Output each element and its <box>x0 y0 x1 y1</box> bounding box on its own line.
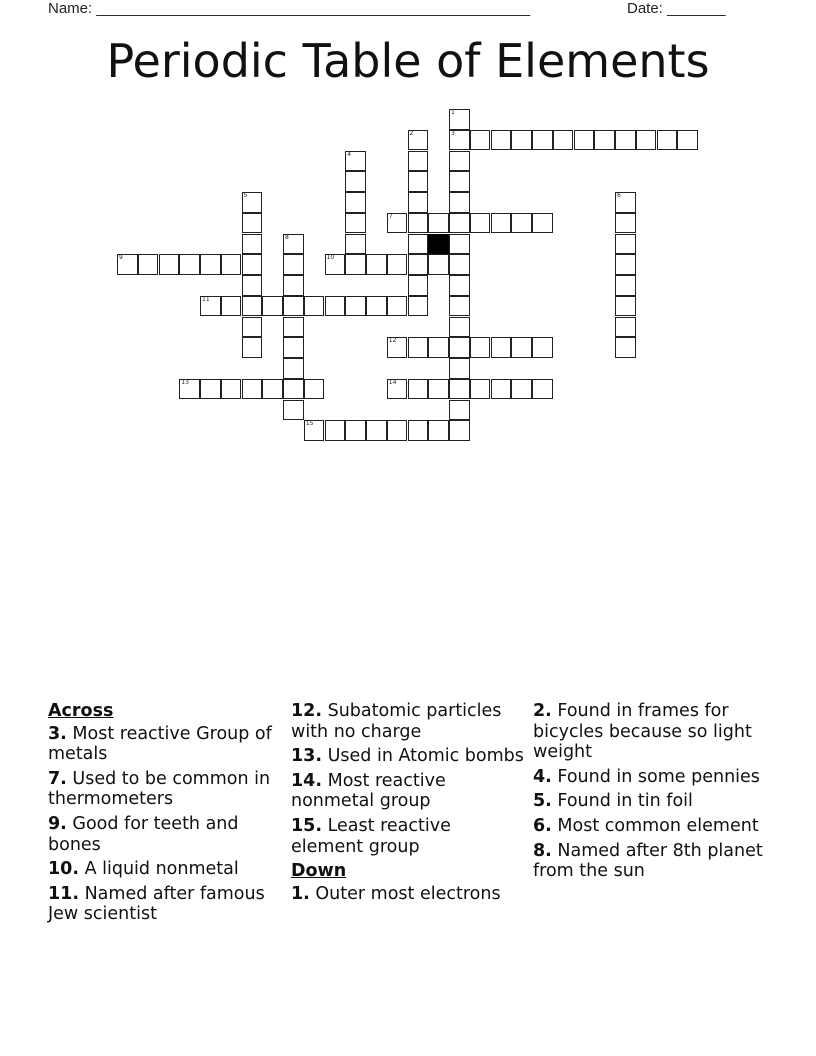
grid-cell[interactable] <box>449 171 470 192</box>
grid-cell[interactable] <box>408 254 429 275</box>
grid-cell[interactable] <box>449 192 470 213</box>
clue-across-12: 12. Subatomic particles with no charge <box>291 701 502 742</box>
clue-number: 13 <box>181 378 189 386</box>
grid-cell[interactable] <box>242 213 263 234</box>
grid-cell[interactable] <box>449 213 470 234</box>
grid-cell[interactable] <box>532 379 553 400</box>
grid-cell[interactable] <box>283 275 304 296</box>
clue-down-1: 1. Outer most electrons <box>291 883 501 904</box>
grid-cell[interactable] <box>366 296 387 317</box>
clue-number: 5 <box>243 192 248 199</box>
clue-across-13: 13. Used in Atomic bombs <box>291 746 524 767</box>
grid-cell[interactable] <box>283 234 304 255</box>
grid-cell[interactable] <box>408 337 429 358</box>
grid-cell[interactable] <box>242 337 263 358</box>
grid-cell[interactable] <box>283 379 304 400</box>
grid-cell[interactable] <box>532 130 553 151</box>
grid-cell[interactable] <box>408 151 429 172</box>
grid-cell[interactable] <box>242 379 263 400</box>
grid-cell[interactable] <box>491 379 512 400</box>
grid-cell[interactable] <box>387 254 408 275</box>
grid-cell[interactable] <box>511 130 532 151</box>
grid-cell[interactable] <box>677 130 698 151</box>
grid-cell[interactable] <box>428 213 449 234</box>
grid-cell[interactable] <box>242 317 263 338</box>
grid-cell[interactable] <box>449 296 470 317</box>
grid-cell[interactable] <box>200 379 221 400</box>
grid-cell[interactable] <box>221 254 242 275</box>
grid-cell[interactable] <box>594 130 615 151</box>
clues-column-1 <box>48 701 273 929</box>
clue-down-8: 8. Named after 8th planet from the sun <box>533 840 763 882</box>
across-heading: Across <box>48 701 114 721</box>
grid-cell[interactable] <box>408 192 429 213</box>
down-heading: Down <box>291 861 347 882</box>
page-title: Periodic Table of Elements <box>106 34 710 88</box>
grid-cell[interactable] <box>345 420 366 441</box>
grid-cell[interactable] <box>387 420 408 441</box>
grid-cell[interactable] <box>491 130 512 151</box>
grid-cell[interactable] <box>449 109 470 130</box>
grid-cell[interactable] <box>345 234 366 255</box>
clue-number: 4 <box>347 150 352 158</box>
grid-cell[interactable] <box>408 234 429 255</box>
clue-across-7: 7. Used to be common in thermometers <box>48 768 271 810</box>
clue-across-14: 14. Most reactive nonmetal group <box>291 770 446 812</box>
grid-cell[interactable] <box>345 213 366 234</box>
grid-cell[interactable] <box>179 379 200 400</box>
grid-cell[interactable] <box>511 213 532 234</box>
grid-cell[interactable] <box>532 213 553 234</box>
grid-cell[interactable] <box>345 296 366 317</box>
grid-cell[interactable] <box>615 275 636 296</box>
grid-cell[interactable] <box>449 275 470 296</box>
grid-cell[interactable] <box>449 400 470 421</box>
grid-cell[interactable] <box>408 420 429 441</box>
grid-cell[interactable] <box>615 213 636 234</box>
grid-cell[interactable] <box>553 130 574 151</box>
grid-cell[interactable] <box>159 254 180 275</box>
crossword-grid <box>0 0 816 460</box>
grid-cell[interactable] <box>117 254 138 275</box>
clue-down-4: 4. Found in some pennies <box>533 766 760 787</box>
black-square <box>428 234 449 255</box>
grid-cell[interactable] <box>408 296 429 317</box>
grid-cell[interactable] <box>532 337 553 358</box>
grid-cell[interactable] <box>408 130 429 151</box>
clue-down-2: 2. Found in frames for bicycles because so light weight <box>533 701 752 763</box>
grid-cell[interactable] <box>221 296 242 317</box>
grid-cell[interactable] <box>449 130 470 151</box>
grid-cell[interactable] <box>325 296 346 317</box>
grid-cell[interactable] <box>615 234 636 255</box>
grid-cell[interactable] <box>615 192 636 213</box>
grid-cell[interactable] <box>345 254 366 275</box>
date-field[interactable]: Date: _______ <box>627 0 726 17</box>
grid-cell[interactable] <box>283 317 304 338</box>
grid-cell[interactable] <box>345 151 366 172</box>
clue-number: 7 <box>388 212 393 220</box>
grid-cell[interactable] <box>242 275 263 296</box>
grid-cell[interactable] <box>408 275 429 296</box>
grid-cell[interactable] <box>138 254 159 275</box>
grid-cell[interactable] <box>428 379 449 400</box>
grid-cell[interactable] <box>428 420 449 441</box>
grid-cell[interactable] <box>345 171 366 192</box>
clue-number: 6 <box>617 192 621 199</box>
grid-cell[interactable] <box>304 296 325 317</box>
grid-cell[interactable] <box>470 213 491 234</box>
grid-cell[interactable] <box>449 234 470 255</box>
grid-cell[interactable] <box>449 420 470 441</box>
grid-cell[interactable] <box>657 130 678 151</box>
grid-cell[interactable] <box>408 213 429 234</box>
grid-cell[interactable] <box>449 379 470 400</box>
clue-across-9: 9. Good for teeth and bones <box>48 813 239 855</box>
grid-cell[interactable] <box>574 130 595 151</box>
grid-cell[interactable] <box>304 379 325 400</box>
grid-cell[interactable] <box>408 379 429 400</box>
clue-number: 15 <box>305 420 314 428</box>
grid-cell[interactable] <box>511 379 532 400</box>
clue-down-6: 6. Most common element <box>533 815 759 836</box>
grid-cell[interactable] <box>325 420 346 441</box>
clue-number: 10 <box>326 254 335 262</box>
clue-down-5: 5. Found in tin foil <box>533 791 693 812</box>
grid-cell[interactable] <box>408 171 429 192</box>
name-field[interactable]: Name: ____________________________________________________ <box>48 0 531 17</box>
grid-cell[interactable] <box>325 254 346 275</box>
grid-cell[interactable] <box>491 213 512 234</box>
grid-cell[interactable] <box>366 420 387 441</box>
grid-cell[interactable] <box>449 254 470 275</box>
grid-cell[interactable] <box>179 254 200 275</box>
clue-number: 11 <box>202 295 210 303</box>
grid-cell[interactable] <box>428 254 449 275</box>
grid-cell[interactable] <box>262 379 283 400</box>
grid-cell[interactable] <box>283 337 304 358</box>
grid-cell[interactable] <box>449 358 470 379</box>
clue-number: 3 <box>451 129 455 137</box>
grid-cell[interactable] <box>387 379 408 400</box>
grid-cell[interactable] <box>387 337 408 358</box>
grid-cell[interactable] <box>387 213 408 234</box>
grid-cell[interactable] <box>242 254 263 275</box>
grid-cell[interactable] <box>387 296 408 317</box>
grid-cell[interactable] <box>615 296 636 317</box>
grid-cell[interactable] <box>615 130 636 151</box>
grid-cell[interactable] <box>449 151 470 172</box>
grid-cell[interactable] <box>470 130 491 151</box>
clue-number: 8 <box>285 233 289 241</box>
grid-cell[interactable] <box>615 337 636 358</box>
clues-column-3 <box>533 701 773 886</box>
grid-cell[interactable] <box>262 296 283 317</box>
grid-cell[interactable] <box>511 337 532 358</box>
clue-number: 2 <box>409 129 414 137</box>
clue-number: 1 <box>451 109 455 116</box>
grid-cell[interactable] <box>470 337 491 358</box>
clue-across-11: 11. Named after famous Jew scientist <box>48 883 265 925</box>
clue-across-15: 15. Least reactive element group <box>291 815 451 857</box>
grid-cell[interactable] <box>242 234 263 255</box>
grid-cell[interactable] <box>304 420 325 441</box>
grid-cell[interactable] <box>366 254 387 275</box>
grid-cell[interactable] <box>221 379 242 400</box>
grid-cell[interactable] <box>491 337 512 358</box>
clue-across-10: 10. A liquid nonmetal <box>48 859 239 880</box>
grid-cell[interactable] <box>470 379 491 400</box>
grid-cell[interactable] <box>242 296 263 317</box>
grid-cell[interactable] <box>345 192 366 213</box>
grid-cell[interactable] <box>242 192 263 213</box>
clues-column-2 <box>291 701 526 908</box>
grid-cell[interactable] <box>615 254 636 275</box>
grid-cell[interactable] <box>428 337 449 358</box>
grid-cell[interactable] <box>283 254 304 275</box>
grid-cell[interactable] <box>636 130 657 151</box>
grid-cell[interactable] <box>283 296 304 317</box>
grid-cell[interactable] <box>200 296 221 317</box>
grid-cell[interactable] <box>283 400 304 421</box>
grid-cell[interactable] <box>200 254 221 275</box>
grid-cell[interactable] <box>449 317 470 338</box>
grid-cell[interactable] <box>615 317 636 338</box>
clue-number: 9 <box>119 254 123 262</box>
clue-number: 14 <box>388 378 397 386</box>
grid-cell[interactable] <box>449 337 470 358</box>
clue-across-3: 3. Most reactive Group of metals <box>48 723 272 765</box>
clue-number: 12 <box>388 337 397 345</box>
grid-cell[interactable] <box>283 358 304 379</box>
